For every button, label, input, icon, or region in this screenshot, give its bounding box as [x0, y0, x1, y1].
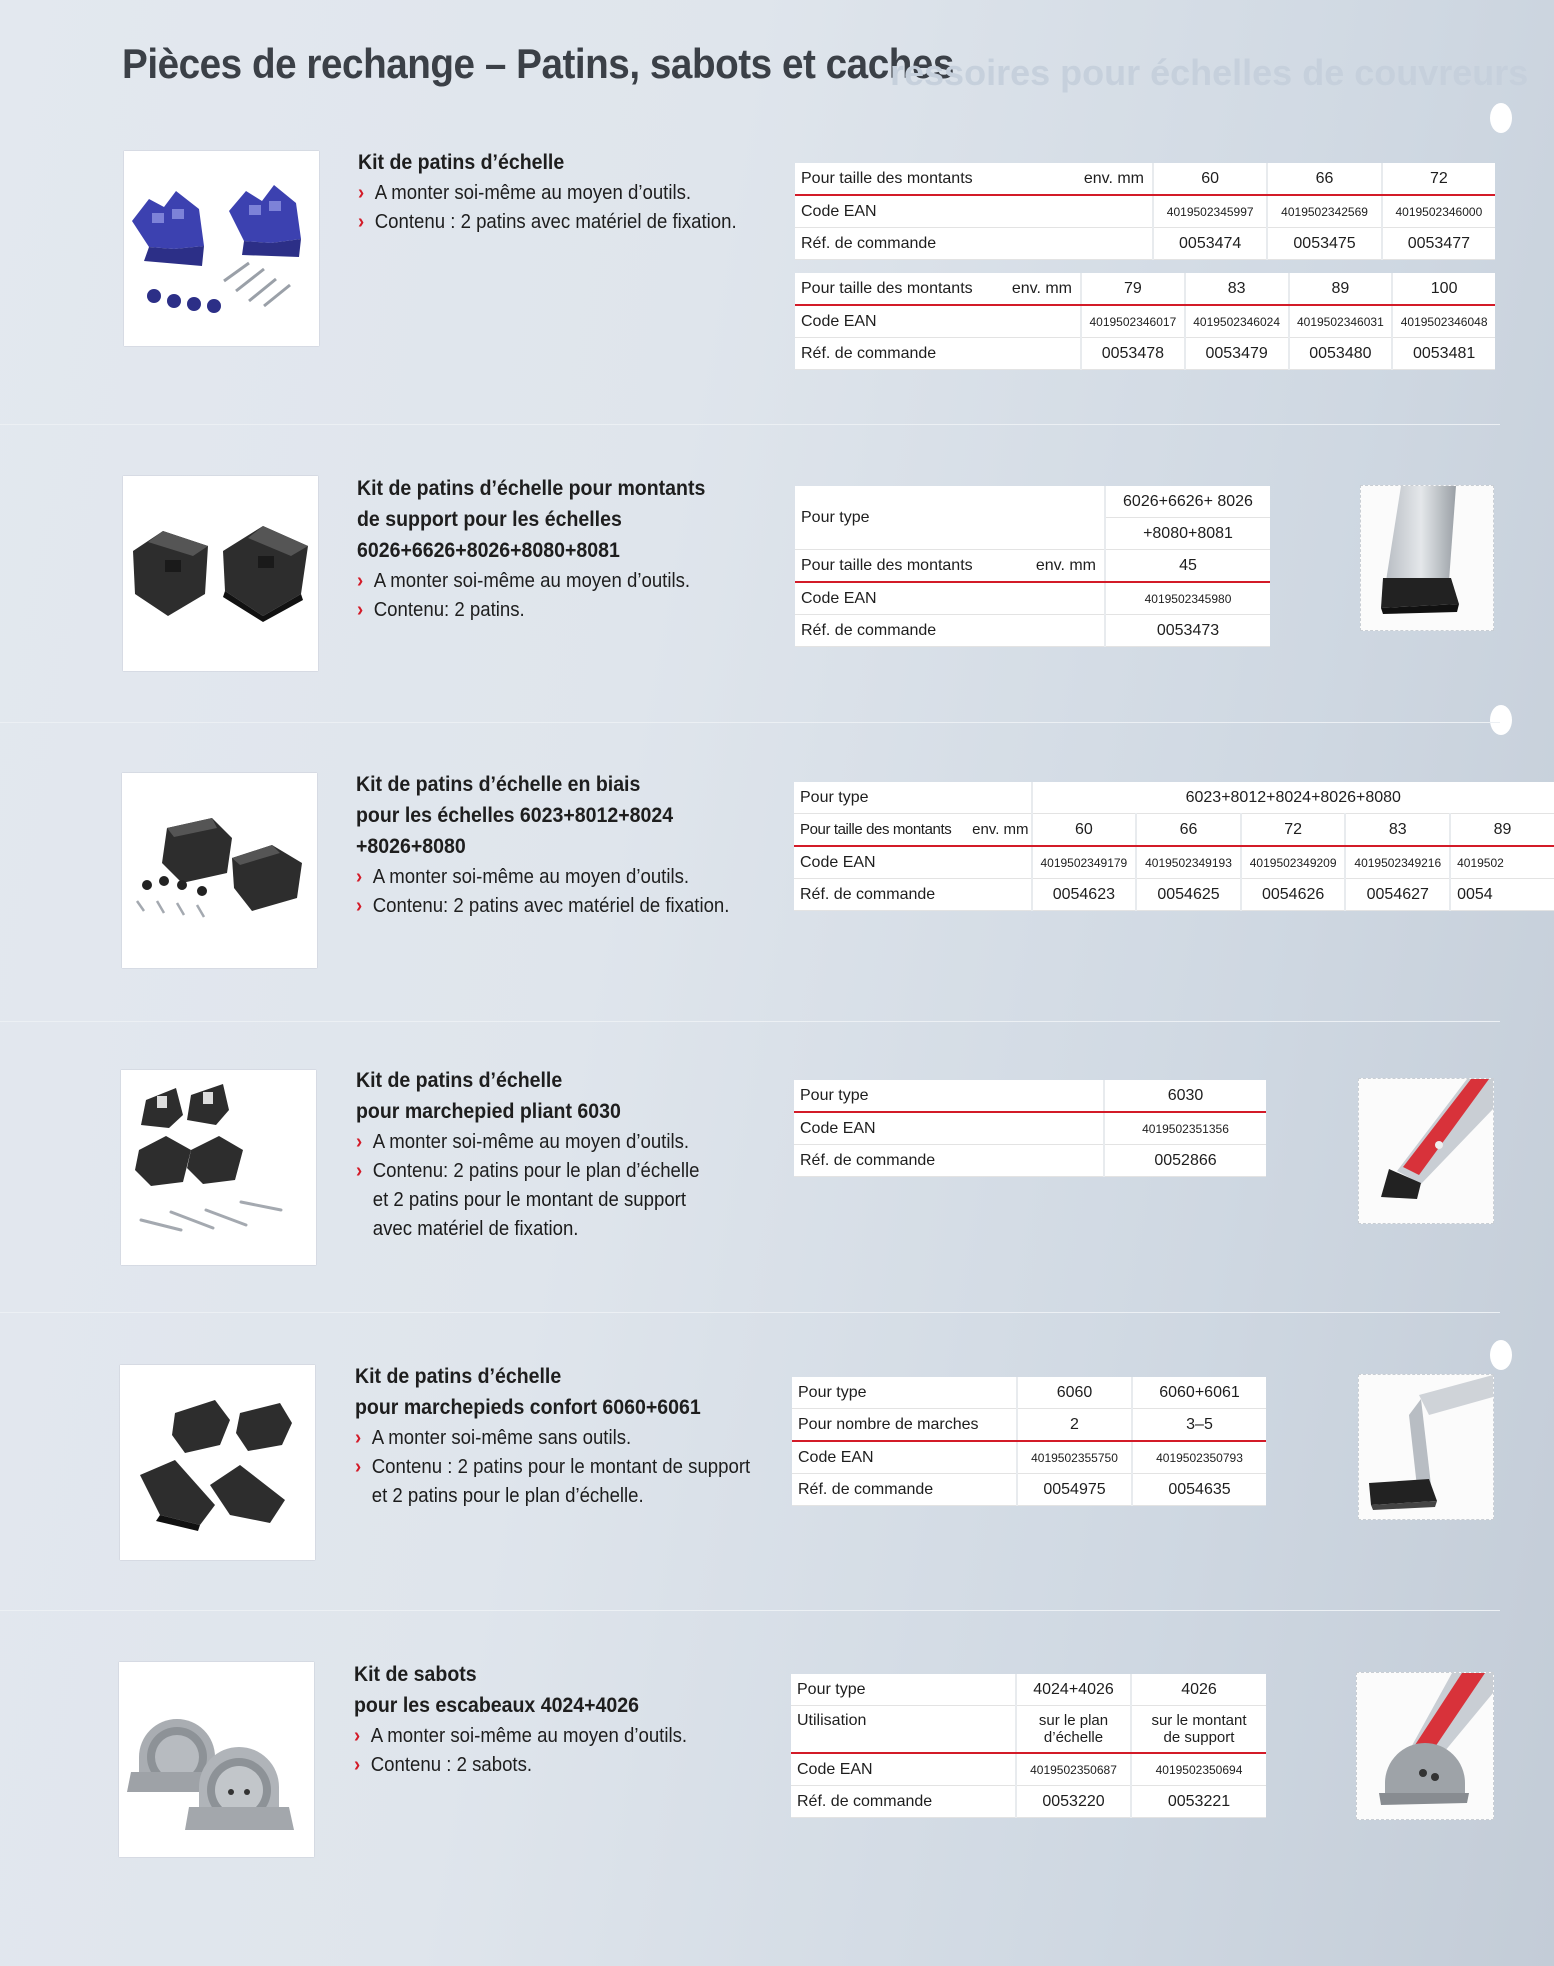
table-cell: 0053480 — [1289, 338, 1393, 370]
product-image-grey-shoes — [119, 1662, 314, 1857]
section-divider — [0, 1021, 1500, 1022]
row-label: Pour taille des montants — [795, 550, 995, 583]
cell-line: d’échelle — [1043, 1729, 1104, 1746]
table-cell: 0054625 — [1136, 879, 1241, 911]
table-cell: 0053478 — [1081, 338, 1185, 370]
empty-cell — [1055, 228, 1153, 260]
table-cell: 4019502349216 — [1345, 846, 1450, 879]
row-label: Code EAN — [791, 1753, 1016, 1786]
empty-cell — [995, 582, 1105, 615]
table-cell: 79 — [1081, 273, 1185, 305]
unit-label: env. mm — [995, 550, 1105, 583]
table-cell: 45 — [1105, 550, 1270, 583]
empty-cell — [964, 782, 1032, 814]
product-image-folding-step-feet — [121, 1070, 316, 1265]
table-cell — [1016, 1706, 1131, 1754]
product-title-line: Kit de patins d’échelle pour montants — [357, 477, 706, 500]
product-title-line: pour les échelles 6023+8012+8024 — [356, 804, 674, 827]
table-cell: 3–5 — [1132, 1409, 1266, 1442]
product-description — [358, 148, 778, 237]
table-cell: 4026 — [1131, 1674, 1266, 1706]
spec-table-clip — [794, 782, 1512, 912]
table-cell: 0054623 — [1032, 879, 1137, 911]
table-cell: 4019502346048 — [1392, 305, 1495, 338]
ladder-foot-photo — [1358, 1078, 1494, 1224]
product-image-comfort-step-feet — [120, 1365, 315, 1560]
table-cell: 89 — [1289, 273, 1393, 305]
table-cell: 0054 — [1450, 879, 1554, 911]
table-cell: +8080+8081 — [1105, 518, 1270, 550]
table-cell: 4019502 — [1450, 846, 1554, 879]
bullet-item: › Contenu : 2 patins avec matériel de fixation. — [358, 208, 749, 237]
product-title-line: Kit de patins d’échelle — [355, 1365, 562, 1388]
row-label: Réf. de commande — [795, 228, 1055, 260]
product-title-line: de support pour les échelles — [357, 508, 622, 531]
table-cell: 0054975 — [1017, 1474, 1132, 1506]
row-label: Code EAN — [792, 1441, 1017, 1474]
empty-cell — [964, 879, 1032, 911]
table-cell: 0052866 — [1104, 1145, 1266, 1177]
bullet-item: › Contenu: 2 patins. — [357, 596, 766, 625]
ladder-foot-photo — [1356, 1672, 1494, 1820]
binding-hole — [1490, 705, 1512, 735]
bullet-item: › A monter soi-même au moyen d’outils. — [356, 863, 765, 892]
row-label: Pour type — [795, 486, 995, 550]
empty-cell — [964, 846, 1032, 879]
unit-label: env. mm — [1055, 163, 1153, 195]
row-label: Utilisation — [791, 1706, 1016, 1754]
row-label: Pour type — [791, 1674, 1016, 1706]
cell-line: sur le plan — [1038, 1712, 1109, 1729]
spec-table — [791, 1674, 1266, 1818]
table-cell: 6026+6626+ 8026 — [1105, 486, 1270, 518]
product-title-line: +8026+8080 — [356, 835, 466, 858]
bullet-item: › A monter soi-même sans outils. — [355, 1424, 764, 1453]
bullet-item: › A monter soi-même au moyen d’outils. — [357, 567, 766, 596]
table-cell: 4019502350687 — [1016, 1753, 1131, 1786]
table-cell: 0053473 — [1105, 615, 1270, 647]
table-cell: 4019502350793 — [1132, 1441, 1266, 1474]
table-cell: 72 — [1241, 814, 1346, 847]
table-cell: 100 — [1392, 273, 1495, 305]
unit-label: env. mm — [993, 273, 1081, 305]
bullet-continuation: avec matériel de fixation. — [372, 1218, 579, 1240]
bullet-item: › Contenu : 2 patins pour le montant de support — [355, 1453, 764, 1482]
row-label: Pour nombre de marches — [792, 1409, 1017, 1442]
unit-label: env. mm — [964, 814, 1032, 847]
empty-cell — [995, 486, 1105, 550]
spec-table — [794, 782, 1554, 911]
product-title-line: Kit de patins d’échelle — [356, 1069, 563, 1092]
bullet-item: › Contenu: 2 patins avec matériel de fixation. — [356, 892, 765, 921]
table-cell: 0053477 — [1382, 228, 1495, 260]
table-cell: 60 — [1032, 814, 1137, 847]
row-label: Réf. de commande — [792, 1474, 1017, 1506]
binding-hole — [1490, 1340, 1512, 1370]
bullet-continuation: et 2 patins pour le montant de support — [372, 1189, 687, 1211]
table-cell: 60 — [1153, 163, 1267, 195]
table-cell: 4019502349193 — [1136, 846, 1241, 879]
row-label: Code EAN — [795, 195, 1055, 228]
table-cell: 4019502342569 — [1267, 195, 1381, 228]
row-label: Réf. de commande — [795, 338, 993, 370]
table-cell: 0053475 — [1267, 228, 1381, 260]
row-label: Réf. de commande — [794, 1145, 1104, 1177]
table-cell: 66 — [1267, 163, 1381, 195]
product-description — [357, 474, 797, 625]
row-label: Pour taille des montants — [795, 273, 993, 305]
section-divider — [0, 1312, 1500, 1313]
product-description — [356, 1066, 796, 1244]
product-title-line: pour les escabeaux 4024+4026 — [354, 1694, 640, 1717]
table-cell: 83 — [1345, 814, 1450, 847]
table-cell: 4019502350694 — [1131, 1753, 1266, 1786]
empty-cell — [995, 615, 1105, 647]
row-label: Réf. de commande — [795, 615, 995, 647]
row-label: Pour type — [794, 1080, 1104, 1112]
table-cell: 2 — [1017, 1409, 1132, 1442]
empty-cell — [1055, 195, 1153, 228]
row-label: Code EAN — [795, 305, 993, 338]
row-label: Réf. de commande — [794, 879, 964, 911]
table-cell: 4019502355750 — [1017, 1441, 1132, 1474]
spec-table — [795, 163, 1495, 260]
product-description — [355, 1362, 795, 1511]
product-description — [354, 1660, 794, 1780]
empty-cell — [993, 338, 1081, 370]
table-cell: 6023+8012+8024+8026+8080 — [1032, 782, 1554, 814]
section-divider — [0, 722, 1500, 723]
table-cell: 0054627 — [1345, 879, 1450, 911]
table-cell: 0053220 — [1016, 1786, 1131, 1818]
table-cell: 83 — [1185, 273, 1289, 305]
cell-line: de support — [1163, 1729, 1235, 1746]
spec-table — [792, 1377, 1266, 1506]
table-cell: 4019502351356 — [1104, 1112, 1266, 1145]
row-label: Pour type — [794, 782, 964, 814]
page-title: Pièces de rechange – Patins, sabots et caches — [122, 40, 954, 87]
table-cell: 0053221 — [1131, 1786, 1266, 1818]
empty-cell — [993, 305, 1081, 338]
cell-line: sur le montant — [1151, 1712, 1247, 1729]
bullet-item: › Contenu : 2 sabots. — [354, 1751, 763, 1780]
bullet-item: › A monter soi-même au moyen d’outils. — [354, 1722, 763, 1751]
row-label: Pour taille des montants — [794, 814, 964, 847]
product-title-line: pour marchepieds confort 6060+6061 — [355, 1396, 701, 1419]
product-title-line: 6026+6626+8026+8080+8081 — [357, 539, 620, 562]
bullet-item: › Contenu: 2 patins pour le plan d’échelle — [356, 1157, 765, 1186]
table-cell: 4019502349179 — [1032, 846, 1137, 879]
table-cell: 0053481 — [1392, 338, 1495, 370]
spec-table — [794, 1080, 1266, 1177]
table-cell: 4019502345980 — [1105, 582, 1270, 615]
table-cell — [1131, 1706, 1266, 1754]
table-cell: 4019502346000 — [1382, 195, 1495, 228]
product-description — [356, 770, 796, 921]
bullet-continuation: et 2 patins pour le plan d’échelle. — [371, 1485, 644, 1507]
row-label: Code EAN — [795, 582, 995, 615]
table-cell: 89 — [1450, 814, 1554, 847]
table-cell: 4019502346017 — [1081, 305, 1185, 338]
product-image-black-ladder-feet — [123, 476, 318, 671]
row-label: Pour taille des montants — [795, 163, 1055, 195]
table-cell: 66 — [1136, 814, 1241, 847]
ladder-foot-photo — [1360, 485, 1494, 631]
section-divider — [0, 1610, 1500, 1611]
table-cell: 0054626 — [1241, 879, 1346, 911]
table-cell: 4019502349209 — [1241, 846, 1346, 879]
table-cell: 0054635 — [1132, 1474, 1266, 1506]
product-title-line: Kit de patins d’échelle en biais — [356, 773, 641, 796]
table-cell: 72 — [1382, 163, 1495, 195]
bullet-item: › A monter soi-même au moyen d’outils. — [356, 1128, 765, 1157]
product-image-angled-ladder-feet — [122, 773, 317, 968]
table-cell: 4019502345997 — [1153, 195, 1267, 228]
spec-table — [795, 486, 1270, 647]
bullet-item: › A monter soi-même au moyen d’outils. — [358, 179, 749, 208]
table-cell: 6060+6061 — [1132, 1377, 1266, 1409]
row-label: Code EAN — [794, 1112, 1104, 1145]
show-through-text: ressoires pour échelles de couvreurs — [890, 52, 1529, 93]
row-label: Code EAN — [794, 846, 964, 879]
product-title-line: Kit de sabots — [354, 1663, 477, 1686]
row-label: Réf. de commande — [791, 1786, 1016, 1818]
table-cell: 4019502346031 — [1289, 305, 1393, 338]
table-cell: 6030 — [1104, 1080, 1266, 1112]
ladder-foot-photo — [1358, 1374, 1494, 1520]
spec-table — [795, 273, 1495, 370]
product-title: Kit de patins d’échelle — [358, 151, 565, 174]
table-cell: 0053474 — [1153, 228, 1267, 260]
table-cell: 4019502346024 — [1185, 305, 1289, 338]
product-image-blue-ladder-feet — [124, 151, 319, 346]
table-cell: 6060 — [1017, 1377, 1132, 1409]
table-cell: 4024+4026 — [1016, 1674, 1131, 1706]
product-title-line: pour marchepied pliant 6030 — [356, 1100, 621, 1123]
row-label: Pour type — [792, 1377, 1017, 1409]
section-divider — [0, 424, 1500, 425]
table-cell: 0053479 — [1185, 338, 1289, 370]
binding-hole — [1490, 103, 1512, 133]
